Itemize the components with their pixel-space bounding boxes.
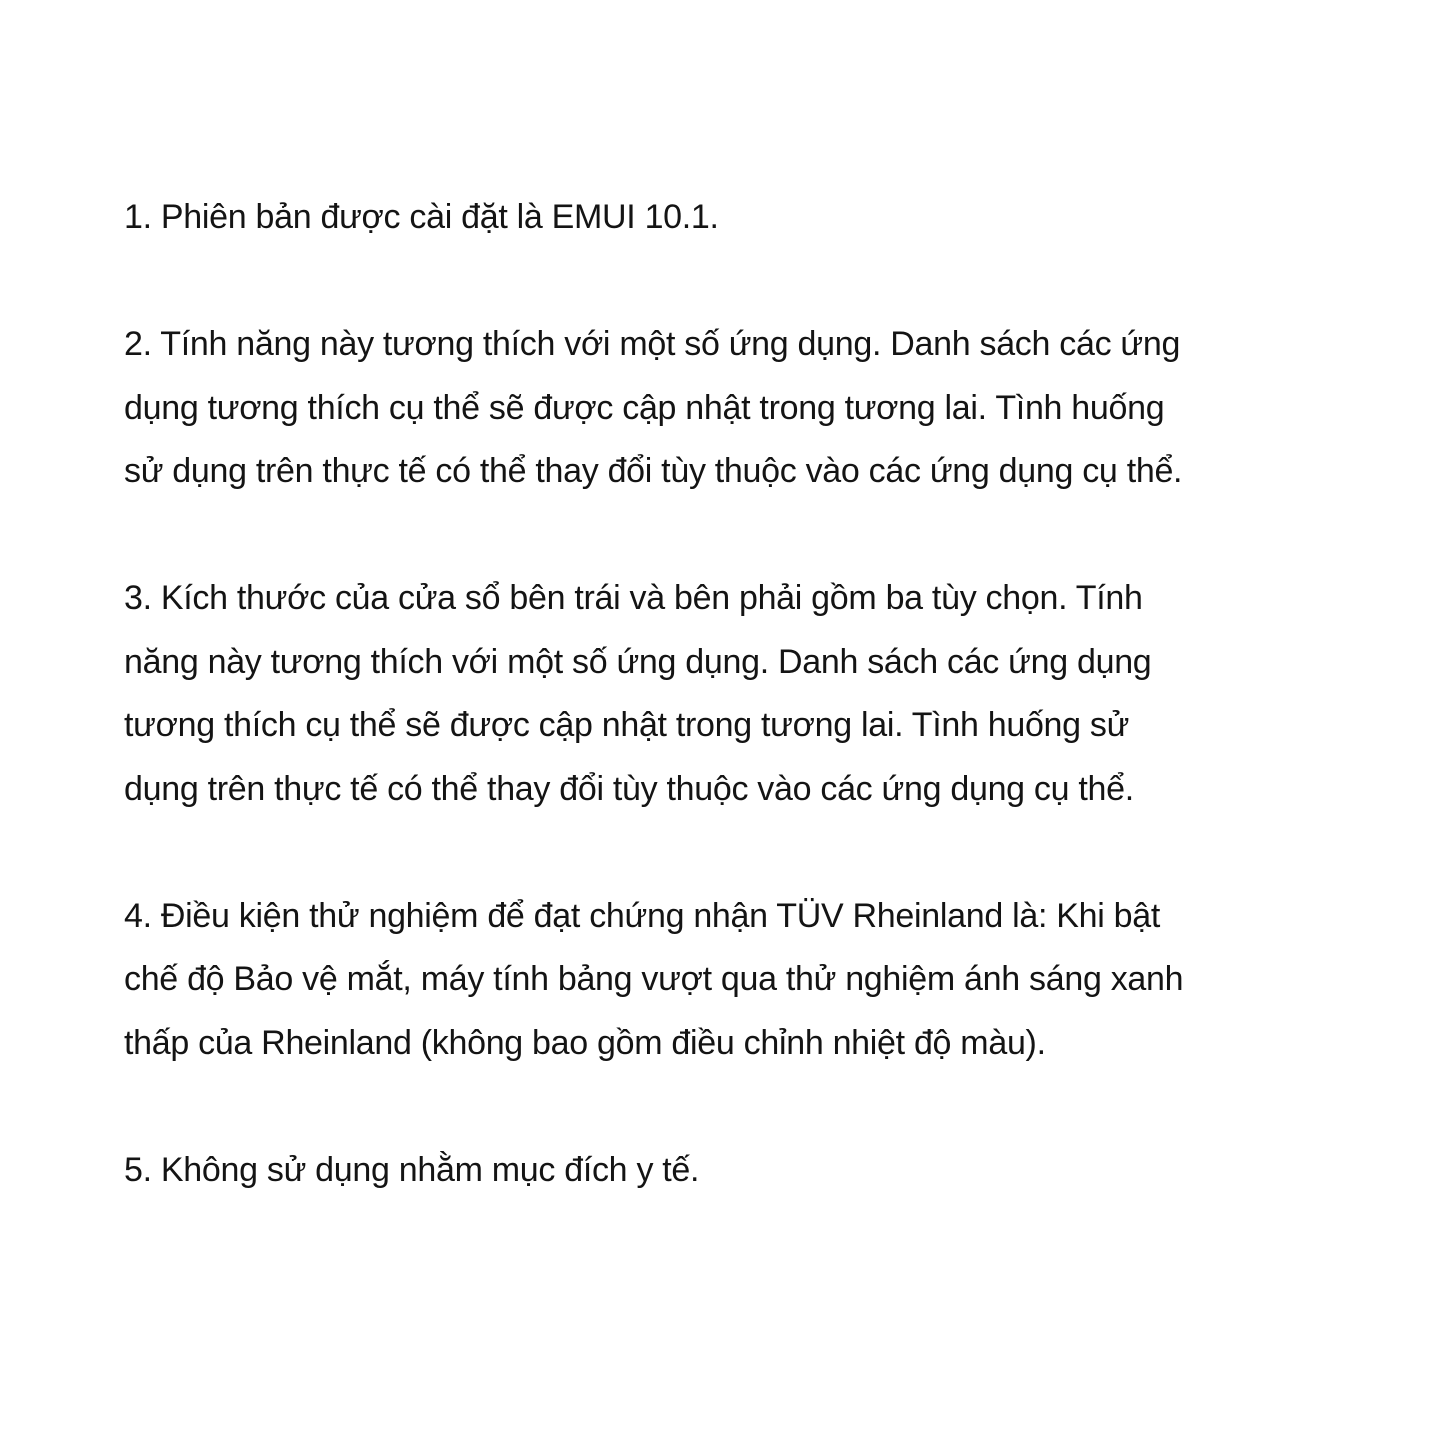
footnote-1: 1. Phiên bản được cài đặt là EMUI 10.1. [124,198,719,236]
footnote-5: 5. Không sử dụng nhằm mục đích y tế. [124,1150,700,1189]
footnote-2: 2. Tính năng này tương thích với một số ứng dụng. Danh sách các ứng dụng tương thích cụ thể sẽ được cập nhật trong tương lai. Tình huống sử dụng trên thực tế có thể thay đổi tùy thuộc vào các ứng dụng cụ thể. [124,325,1183,490]
footnotes-list [124,186,1334,1202]
footnote-3: 3. Kích thước của cửa sổ bên trái và bên phải gồm ba tùy chọn. Tính năng này tương thích với một số ứng dụng. Danh sách các ứng dụng tương thích cụ thể sẽ được cập nhật trong tương lai. Tình huống sử dụng trên thực tế có thể thay đổi tùy thuộc vào các ứng dụng cụ thể. [124,579,1152,808]
footnote-4: 4. Điều kiện thử nghiệm để đạt chứng nhận TÜV Rheinland là: Khi bật chế độ Bảo vệ mắt, máy tính bảng vượt qua thử nghiệm ánh sáng xanh thấp của Rheinland (không bao gồm điều chỉnh nhiệt độ màu). [124,896,1184,1062]
